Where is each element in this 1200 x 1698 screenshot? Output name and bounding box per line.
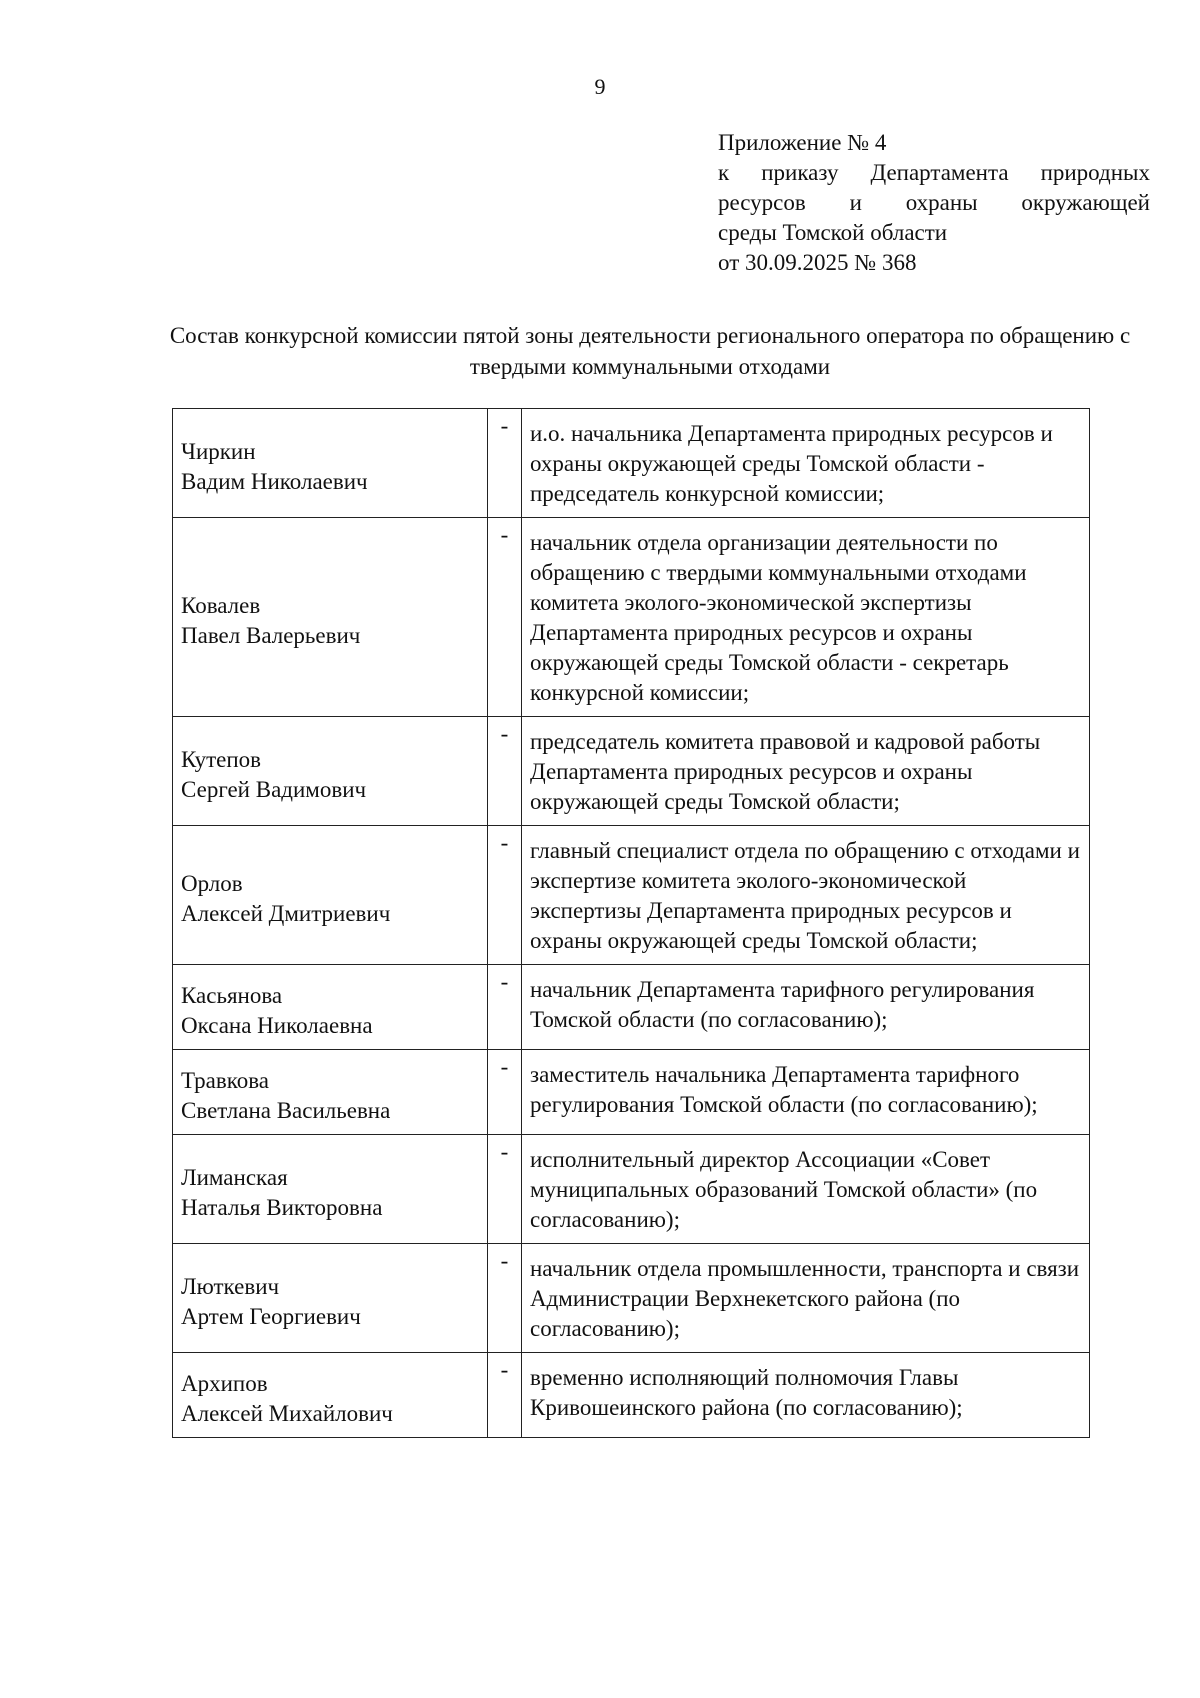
member-given-names: Артем Георгиевич (181, 1304, 361, 1329)
table-row (173, 965, 1090, 1050)
member-surname: Касьянова (181, 983, 283, 1008)
dash-separator: - (488, 1244, 522, 1353)
member-name-cell (173, 717, 488, 826)
member-name-cell (173, 1353, 488, 1438)
member-surname: Ковалев (181, 593, 261, 618)
member-surname: Архипов (181, 1371, 268, 1396)
member-given-names: Вадим Николаевич (181, 469, 368, 494)
member-role: главный специалист отдела по обращению с отходами и экспертизе комитета эколого-экономической экспертизы Департамента природных ресурсов и охраны окружающей среды Томской области; (522, 826, 1090, 965)
member-role: заместитель начальника Департамента тарифного регулирования Томской области (по согласованию); (522, 1050, 1090, 1135)
member-given-names: Оксана Николаевна (181, 1013, 373, 1038)
table-row (173, 717, 1090, 826)
table-row (173, 1135, 1090, 1244)
appendix-title: Приложение № 4 (718, 130, 887, 155)
member-surname: Лиманская (181, 1165, 288, 1190)
member-given-names: Сергей Вадимович (181, 777, 367, 802)
dash-separator: - (488, 717, 522, 826)
member-role: и.о. начальника Департамента природных ресурсов и охраны окружающей среды Томской области - председатель конкурсной комиссии; (522, 409, 1090, 518)
dash-separator: - (488, 826, 522, 965)
member-name-cell (173, 1244, 488, 1353)
table-row (173, 1050, 1090, 1135)
member-surname: Орлов (181, 871, 243, 896)
member-surname: Кутепов (181, 747, 262, 772)
table-row (173, 518, 1090, 717)
table-row (173, 409, 1090, 518)
member-name-cell (173, 1050, 488, 1135)
appendix-department-line: ресурсов и охраны окружающей (718, 190, 1150, 215)
dash-separator: - (488, 1050, 522, 1135)
member-role: начальник отдела промышленности, транспорта и связи Администрации Верхнекетского района (по согласованию); (522, 1244, 1090, 1353)
document-title: Состав конкурсной комиссии пятой зоны деятельности регионального оператора по обращению с твердыми коммунальными отходами (169, 323, 1131, 379)
member-role: временно исполняющий полномочия Главы Кривошеинского района (по согласованию); (522, 1353, 1090, 1438)
member-role: начальник Департамента тарифного регулирования Томской области (по согласованию); (522, 965, 1090, 1050)
dash-separator: - (488, 1135, 522, 1244)
table-row (173, 1353, 1090, 1438)
member-given-names: Наталья Викторовна (181, 1195, 383, 1220)
page-number: 9 (594, 74, 606, 99)
member-given-names: Алексей Михайлович (181, 1401, 393, 1426)
member-name-cell (173, 1135, 488, 1244)
member-name-cell (173, 518, 488, 717)
member-surname: Люткевич (181, 1274, 280, 1299)
appendix-region-line: среды Томской области (718, 220, 948, 245)
member-surname: Чиркин (181, 439, 256, 464)
appendix-order-line: к приказу Департамента природных (718, 160, 1150, 185)
appendix-header (718, 128, 1150, 278)
member-role: исполнительный директор Ассоциации «Совет муниципальных образований Томской области» (по согласованию); (522, 1135, 1090, 1244)
dash-separator: - (488, 518, 522, 717)
member-name-cell (173, 409, 488, 518)
member-name-cell (173, 826, 488, 965)
commission-members-table (172, 408, 1090, 1438)
appendix-date-number: от 30.09.2025 № 368 (718, 250, 917, 275)
table-row (173, 1244, 1090, 1353)
dash-separator: - (488, 409, 522, 518)
member-role: начальник отдела организации деятельности по обращению с твердыми коммунальными отходами комитета эколого-экономической экспертизы Департамента природных ресурсов и охраны окружающей среды Томской области - секретарь конкурсной комиссии; (522, 518, 1090, 717)
member-role: председатель комитета правовой и кадровой работы Департамента природных ресурсов и охраны окружающей среды Томской области; (522, 717, 1090, 826)
member-given-names: Павел Валерьевич (181, 623, 361, 648)
table-row (173, 826, 1090, 965)
member-given-names: Алексей Дмитриевич (181, 901, 391, 926)
dash-separator: - (488, 1353, 522, 1438)
member-surname: Травкова (181, 1068, 270, 1093)
member-given-names: Светлана Васильевна (181, 1098, 391, 1123)
member-name-cell (173, 965, 488, 1050)
dash-separator: - (488, 965, 522, 1050)
